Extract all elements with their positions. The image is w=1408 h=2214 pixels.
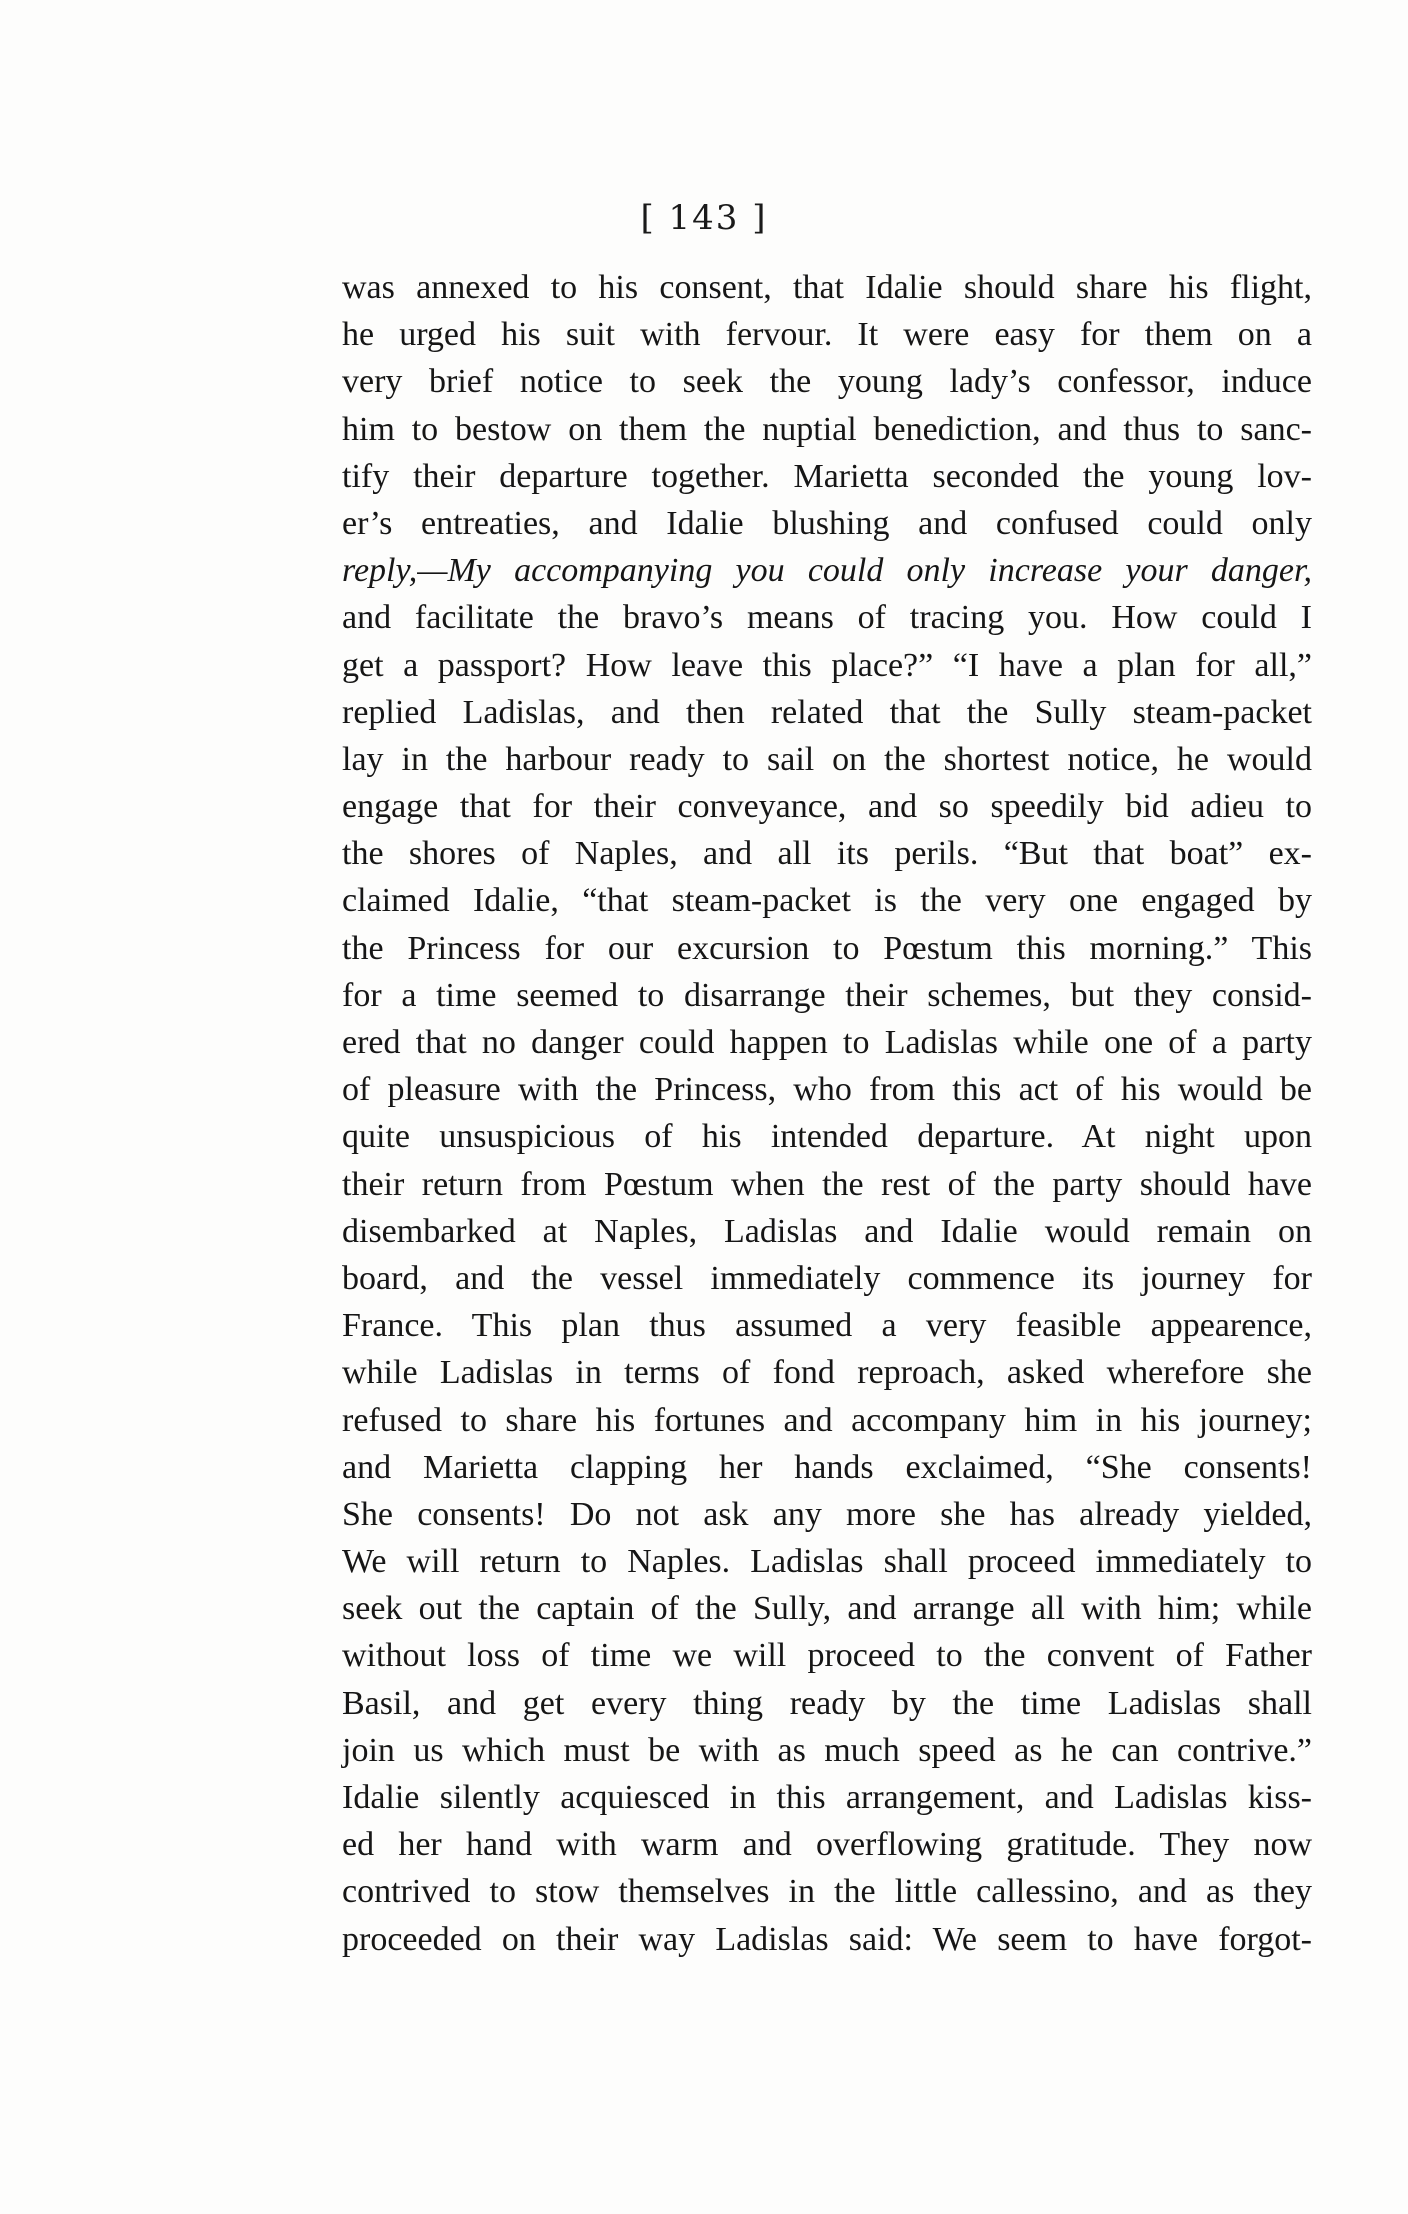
text-line-roman: the Princess for our excursion to Pœstum this morning.” This [342, 929, 1312, 967]
text-line [342, 500, 1312, 547]
text-line-roman: ered that no danger could happen to Ladislas while one of a party [342, 1024, 1312, 1061]
text-line [342, 972, 1312, 1019]
text-line [342, 1632, 1312, 1679]
text-line-roman: without loss of time we will proceed to the convent of Father [342, 1637, 1312, 1675]
text-line [342, 406, 1312, 453]
text-line [342, 1491, 1312, 1538]
text-line-roman: ed her hand with warm and overflowing gratitude. They now [342, 1826, 1312, 1864]
text-line [342, 1727, 1312, 1774]
text-line [342, 642, 1312, 689]
text-line-roman: refused to share his fortunes and accompany him in his journey; [342, 1401, 1312, 1439]
text-line [342, 1255, 1312, 1302]
text-line [342, 830, 1312, 877]
text-line [342, 925, 1312, 972]
text-line-roman: Idalie silently acquiesced in this arrangement, and Ladislas kiss- [342, 1779, 1312, 1816]
text-line-roman: tify their departure together. Marietta seconded the young lov- [342, 457, 1312, 495]
text-line-roman: he urged his suit with fervour. It were easy for them on a [342, 316, 1312, 354]
text-line-roman: very brief notice to seek the young lady’s confessor, induce [342, 363, 1312, 401]
text-line-roman: proceeded on their way Ladislas said: We seem to have forgot- [342, 1920, 1312, 1958]
page-number: [ 143 ] [640, 198, 768, 238]
text-line-roman: of pleasure with the Princess, who from this act of his would be [342, 1071, 1312, 1109]
text-line-roman: seek out the captain of the Sully, and arrange all with him; while [342, 1590, 1312, 1628]
text-line [342, 783, 1312, 830]
text-line-roman: disembarked at Naples, Ladislas and Idalie would remain on [342, 1212, 1312, 1250]
text-line-roman: get a passport? How leave this place?” “I have a plan for all,” [342, 646, 1312, 684]
text-line [342, 1868, 1312, 1915]
text-line [342, 1680, 1312, 1727]
text-line [342, 1161, 1312, 1208]
text-line [342, 1538, 1312, 1585]
text-line [342, 311, 1312, 358]
text-line-roman: er’s entreaties, and Idalie blushing and confused could only [342, 504, 1312, 542]
body-text [342, 264, 1312, 1963]
text-line [342, 1444, 1312, 1491]
text-line-roman: board, and the vessel immediately commence its journey for [342, 1259, 1312, 1297]
text-line-roman: quite unsuspicious of his intended departure. At night upon [342, 1118, 1312, 1156]
text-line [342, 1349, 1312, 1396]
text-line-roman: and Marietta clapping her hands exclaimed, “She consents! [342, 1448, 1312, 1486]
text-line-roman: Basil, and get every thing ready by the time Ladislas shall [342, 1684, 1312, 1722]
text-line [342, 264, 1312, 311]
text-line [342, 1208, 1312, 1255]
text-line [342, 1585, 1312, 1632]
text-line [342, 1113, 1312, 1160]
text-line-roman: engage that for their conveyance, and so speedily bid adieu to [342, 788, 1312, 826]
text-line-italic: reply,—My accompanying you could only increase your danger, [342, 552, 1312, 590]
text-line-roman: and facilitate the bravo’s means of tracing you. How could I [342, 599, 1312, 637]
text-line [342, 358, 1312, 405]
text-line-roman: the shores of Naples, and all its perils. “But that boat” ex- [342, 835, 1312, 873]
text-line-roman: him to bestow on them the nuptial benediction, and thus to sanc- [342, 410, 1312, 448]
text-line [342, 1774, 1312, 1821]
text-line [342, 547, 1312, 594]
text-line-roman: France. This plan thus assumed a very feasible appearence, [342, 1307, 1312, 1345]
text-line [342, 594, 1312, 641]
text-line [342, 877, 1312, 924]
text-line-roman: replied Ladislas, and then related that the Sully steam-packet [342, 693, 1312, 731]
text-line [342, 1821, 1312, 1868]
text-line [342, 1066, 1312, 1113]
text-line-roman: was annexed to his consent, that Idalie should share his flight, [342, 269, 1312, 306]
text-line-roman: for a time seemed to disarrange their schemes, but they consid- [342, 976, 1312, 1014]
text-line-roman: contrived to stow themselves in the little callessino, and as they [342, 1873, 1312, 1911]
text-line-roman: lay in the harbour ready to sail on the shortest notice, he would [342, 740, 1312, 778]
text-line-roman: She consents! Do not ask any more she has already yielded, [342, 1495, 1312, 1533]
text-line-roman: We will return to Naples. Ladislas shall proceed immediately to [342, 1543, 1312, 1581]
text-line-roman: claimed Idalie, “that steam-packet is the very one engaged by [342, 882, 1312, 920]
text-line [342, 453, 1312, 500]
text-line [342, 1397, 1312, 1444]
text-line [342, 1019, 1312, 1066]
text-line-roman: join us which must be with as much speed as he can contrive.” [342, 1731, 1312, 1769]
text-line [342, 736, 1312, 783]
text-line-roman: their return from Pœstum when the rest of the party should have [342, 1165, 1312, 1203]
text-line [342, 1916, 1312, 1963]
text-line-roman: while Ladislas in terms of fond reproach, asked wherefore she [342, 1354, 1312, 1392]
text-line [342, 689, 1312, 736]
text-line [342, 1302, 1312, 1349]
